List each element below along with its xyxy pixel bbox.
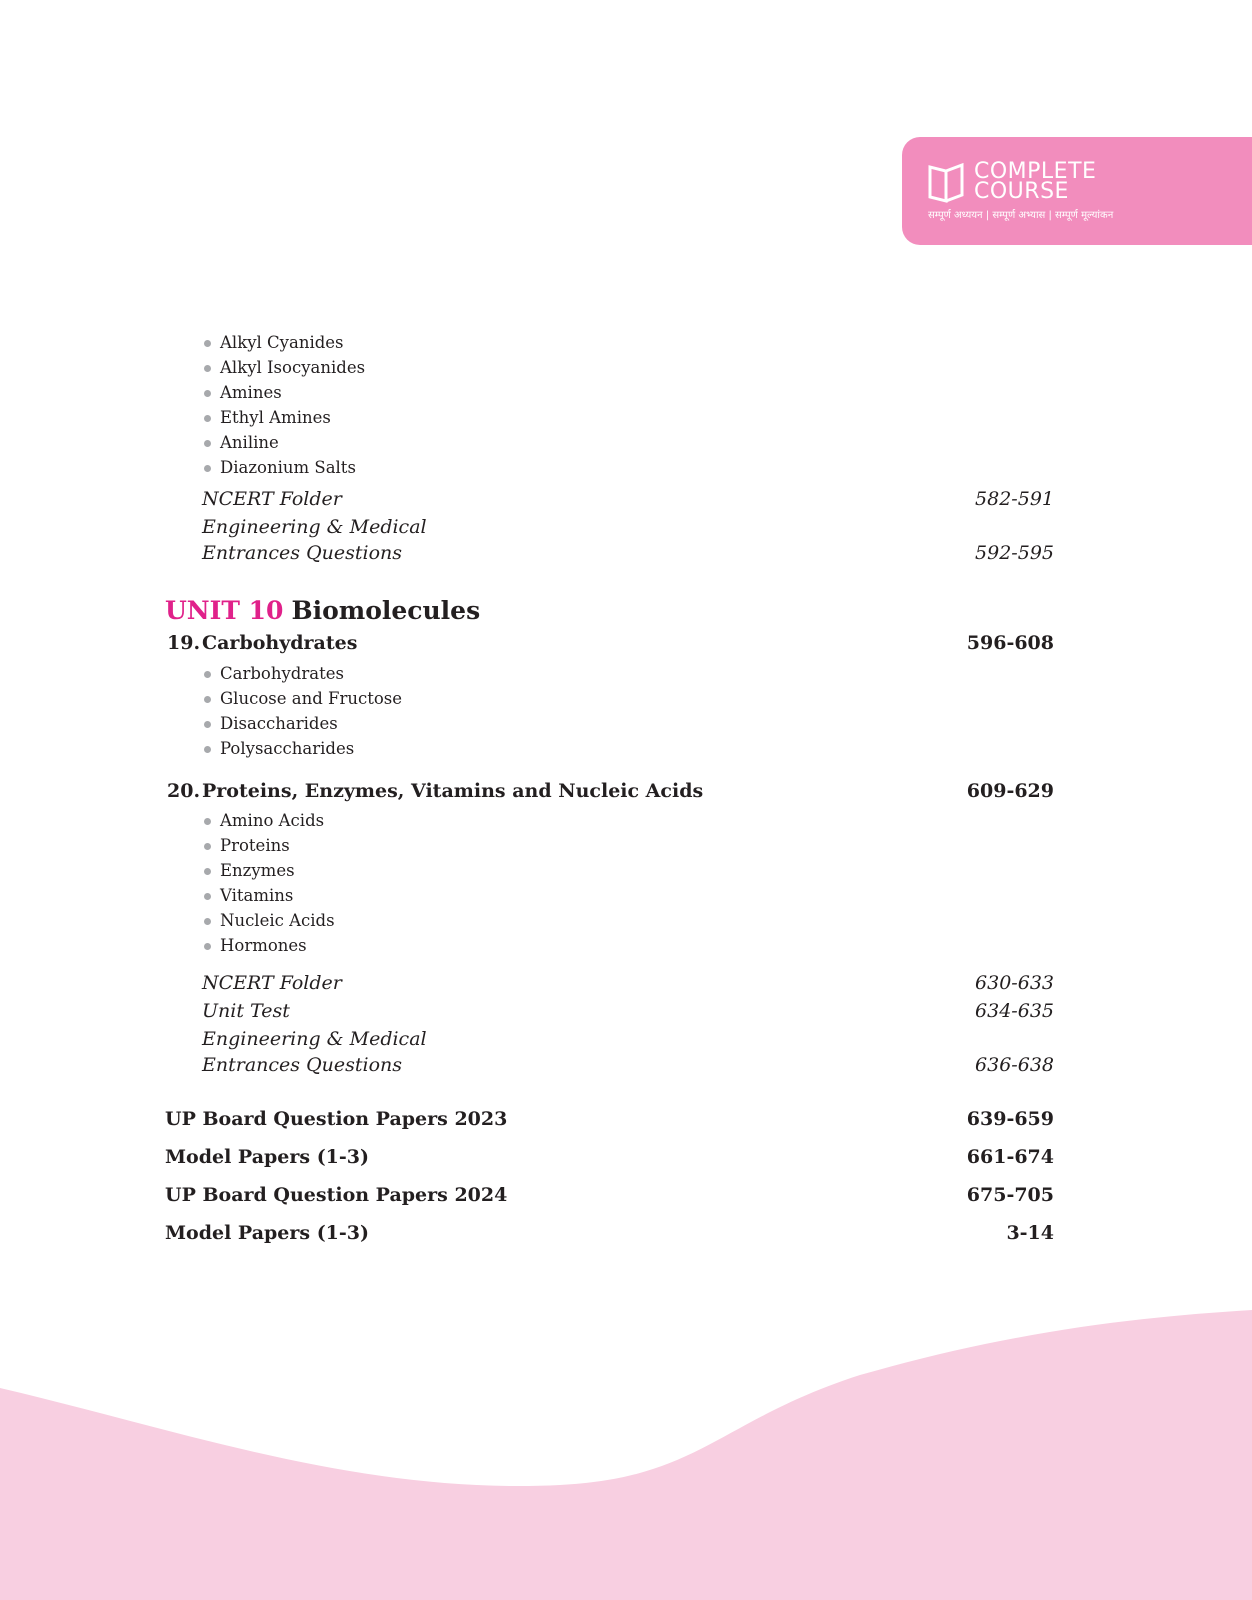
open-book-icon — [926, 161, 968, 203]
entry-label: Unit Test — [202, 1000, 290, 1022]
page-range: 596-608 — [966, 632, 1054, 654]
topic-item: Vitamins — [202, 883, 335, 908]
topic-item: Carbohydrates — [202, 661, 402, 686]
page-range: 634-635 — [975, 1000, 1054, 1022]
topic-item: Disaccharides — [202, 711, 402, 736]
chapter-number: 20. — [167, 780, 201, 802]
page-range: 661-674 — [966, 1146, 1054, 1168]
entry-label: Model Papers (1-3) — [165, 1222, 369, 1244]
topic-item: Glucose and Fructose — [202, 686, 402, 711]
topic-item: Enzymes — [202, 858, 335, 883]
page-range: 639-659 — [966, 1108, 1054, 1130]
topic-item: Aniline — [202, 430, 365, 455]
topic-item: Alkyl Cyanides — [202, 330, 365, 355]
page-range: 609-629 — [966, 780, 1054, 802]
topic-item: Nucleic Acids — [202, 908, 335, 933]
logo-line-course: COURSE — [974, 179, 1069, 204]
page-range: 636-638 — [975, 1054, 1054, 1076]
entry-label: Entrances Questions — [202, 542, 403, 564]
topic-item: Alkyl Isocyanides — [202, 355, 365, 380]
chapter-title: Proteins, Enzymes, Vitamins and Nucleic Acids — [202, 780, 704, 802]
chapter-number: 19. — [167, 632, 201, 654]
entry-label: NCERT Folder — [202, 972, 342, 994]
topic-list-chapter-19 — [202, 661, 402, 761]
entry-label: Engineering & Medical — [202, 516, 427, 538]
entry-label: UP Board Question Papers 2023 — [165, 1108, 508, 1130]
entry-label: Engineering & Medical — [202, 1028, 427, 1050]
unit-title: Biomolecules — [291, 596, 481, 625]
page-range: 630-633 — [975, 972, 1054, 994]
topic-item: Polysaccharides — [202, 736, 402, 761]
entry-label: Model Papers (1-3) — [165, 1146, 369, 1168]
page-range: 582-591 — [975, 488, 1054, 510]
entry-label: NCERT Folder — [202, 488, 342, 510]
entry-label: Entrances Questions — [202, 1054, 403, 1076]
chapter-title: Carbohydrates — [202, 632, 358, 654]
topic-item: Ethyl Amines — [202, 405, 365, 430]
page-range: 675-705 — [966, 1184, 1054, 1206]
page-range: 3-14 — [1006, 1222, 1054, 1244]
unit-heading — [165, 596, 480, 625]
topic-item: Diazonium Salts — [202, 455, 365, 480]
logo-line-complete: COMPLETE — [974, 159, 1097, 184]
topic-item: Amines — [202, 380, 365, 405]
topic-list-chapter-20 — [202, 808, 335, 958]
topic-item: Hormones — [202, 933, 335, 958]
topic-item: Proteins — [202, 833, 335, 858]
topic-list-previous-chapter — [202, 330, 365, 480]
logo-tagline: सम्पूर्ण अध्ययन | सम्पूर्ण अभ्यास | सम्पूर्ण मूल्यांकन — [928, 210, 1114, 221]
entry-label: UP Board Question Papers 2024 — [165, 1184, 508, 1206]
complete-course-logo — [902, 137, 1252, 245]
page-range: 592-595 — [975, 542, 1054, 564]
topic-item: Amino Acids — [202, 808, 335, 833]
unit-number: UNIT 10 — [165, 596, 284, 625]
